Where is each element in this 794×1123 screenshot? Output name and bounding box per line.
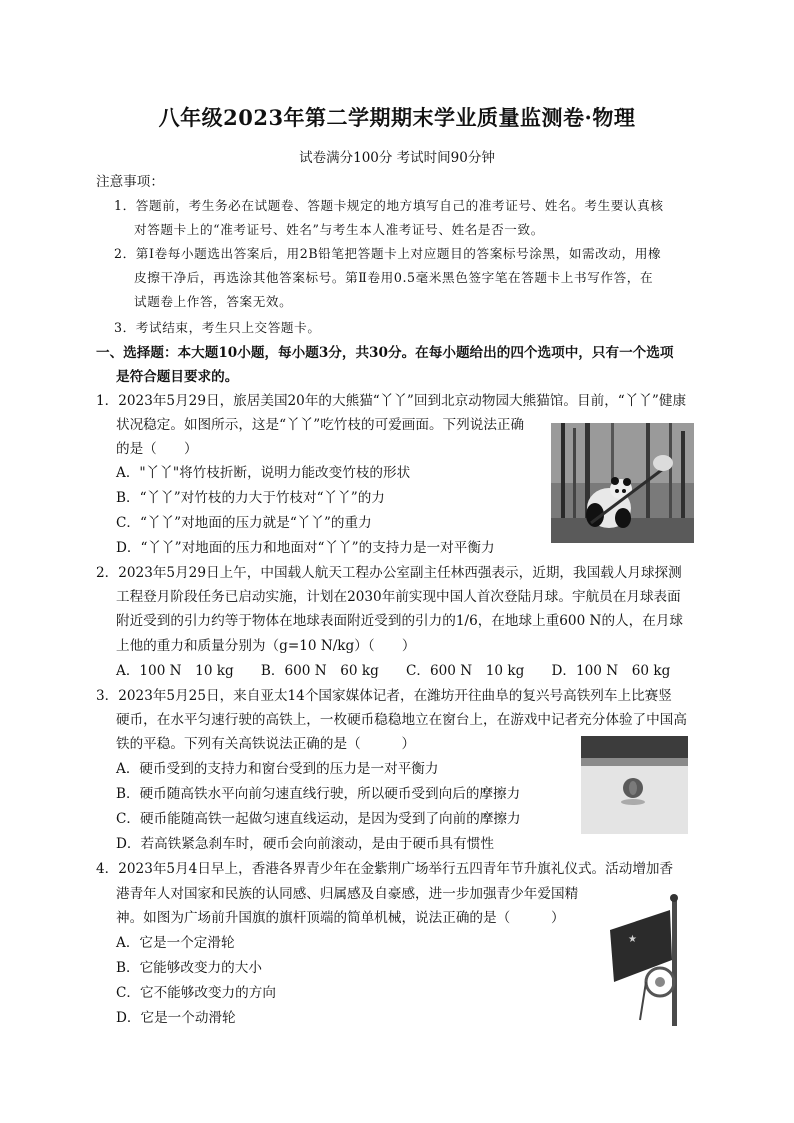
question-3-option-d: D．若高铁紧急刹车时，硬币会向前滚动，是由于硬币具有惯性	[116, 836, 494, 852]
notice-item-2-line-3: 试题卷上作答，答案无效。	[134, 294, 293, 309]
question-3-stem: 铁的平稳。下列有关高铁说法正确的是（ ）	[116, 736, 416, 752]
coin-on-windowsill-photo	[581, 736, 688, 834]
question-1-option-c: C．“丫丫”对地面的压力就是“丫丫”的重力	[116, 515, 372, 531]
question-4-option-a: A．它是一个定滑轮	[116, 935, 235, 951]
question-2-stem: 工程登月阶段任务已启动实施，计划在2030年前实现中国人首次登陆月球。宇航员在月球表面	[116, 589, 681, 605]
question-3-option-a: A．硬币受到的支持力和窗台受到的压力是一对平衡力	[116, 761, 439, 777]
question-3-stem: 3．2023年5月25日，来自亚太14个国家媒体记者，在潍坊开往曲阜的复兴号高铁列车上比赛竖	[96, 688, 672, 704]
question-4-option-b: B．它能够改变力的大小	[116, 960, 262, 976]
notice-heading: 注意事项：	[96, 174, 164, 190]
question-1-stem: 状况稳定。如图所示，这是“丫丫”吃竹枝的可爱画面。下列说法正确	[116, 417, 525, 433]
svg-text:★: ★	[628, 934, 637, 945]
question-3-option-b: B．硬币随高铁水平向前匀速直线行驶，所以硬币受到向后的摩擦力	[116, 786, 521, 802]
notice-item-2-line-2: 皮擦干净后，再选涂其他答案标号。第Ⅱ卷用0.5毫米黑色签字笔在答题卡上书写作答，在	[134, 270, 654, 285]
question-4-stem: 港青年人对国家和民族的认同感、归属感及自豪感，进一步加强青少年爱国精	[116, 886, 579, 902]
question-4-option-d: D．它是一个动滑轮	[116, 1010, 236, 1026]
question-2-options: A．100 N 10 kg B．600 N 60 kg C．600 N 10 kg D．100 N 60 kg	[116, 663, 671, 679]
page-title: 八年级2023年第二学期期末学业质量监测卷·物理	[158, 105, 636, 130]
question-2-stem: 附近受到的引力约等于物体在地球表面附近受到的引力的1/6，在地球上重600 N的人，在月球	[116, 613, 684, 629]
panda-photo	[551, 423, 694, 543]
flagpole-pulley-photo	[600, 890, 692, 1026]
question-4-stem: 4．2023年5月4日早上，香港各界青少年在金紫荆广场举行五四青年节升旗礼仪式。活动增加香	[96, 861, 674, 877]
notice-item-2-line-1: 2．第Ⅰ卷每小题选出答案后，用2B铅笔把答题卡上对应题目的答案标号涂黑，如需改动，用橡	[114, 246, 662, 261]
question-4-stem: 神。如图为广场前升国旗的旗杆顶端的简单机械，说法正确的是（ ）	[116, 910, 565, 926]
section-heading: 一、选择题：本大题10小题，每小题3分，共30分。在每小题给出的四个选项中，只有一个选项	[96, 345, 674, 361]
section-heading-cont: 是符合题目要求的。	[116, 369, 239, 385]
question-1-option-d: D．“丫丫”对地面的压力和地面对“丫丫”的支持力是一对平衡力	[116, 540, 495, 556]
question-1-stem: 的是（ ）	[116, 441, 198, 457]
notice-item-1-line-1: 1．答题前，考生务必在试题卷、答题卡规定的地方填写自己的准考证号、姓名。考生要认真核	[114, 198, 664, 213]
question-1-stem: 1．2023年5月29日，旅居美国20年的大熊猫“丫丫”回到北京动物园大熊猫馆。目前，“丫丫”健康	[96, 393, 687, 409]
exam-info: 试卷满分100分 考试时间90分钟	[299, 150, 495, 166]
question-3-option-c: C．硬币能随高铁一起做匀速直线运动，是因为受到了向前的摩擦力	[116, 811, 521, 827]
notice-item-1-line-2: 对答题卡上的“准考证号、姓名”与考生本人准考证号、姓名是否一致。	[134, 222, 544, 237]
question-2-stem: 上他的重力和质量分别为（g=10 N/kg）（ ）	[116, 638, 416, 654]
question-1-option-a: A．"丫丫"将竹枝折断，说明力能改变竹枝的形状	[116, 465, 411, 481]
question-3-stem: 硬币，在水平匀速行驶的高铁上，一枚硬币稳稳地立在窗台上，在游戏中记者充分体验了中国高	[116, 712, 687, 728]
notice-item-3: 3．考试结束，考生只上交答题卡。	[114, 320, 321, 335]
question-2-stem: 2．2023年5月29日上午，中国载人航天工程办公室副主任林西强表示，近期，我国载人月球探测	[96, 565, 682, 581]
question-1-option-b: B．“丫丫”对竹枝的力大于竹枝对“丫丫”的力	[116, 490, 385, 506]
question-4-option-c: C．它不能够改变力的方向	[116, 985, 276, 1001]
